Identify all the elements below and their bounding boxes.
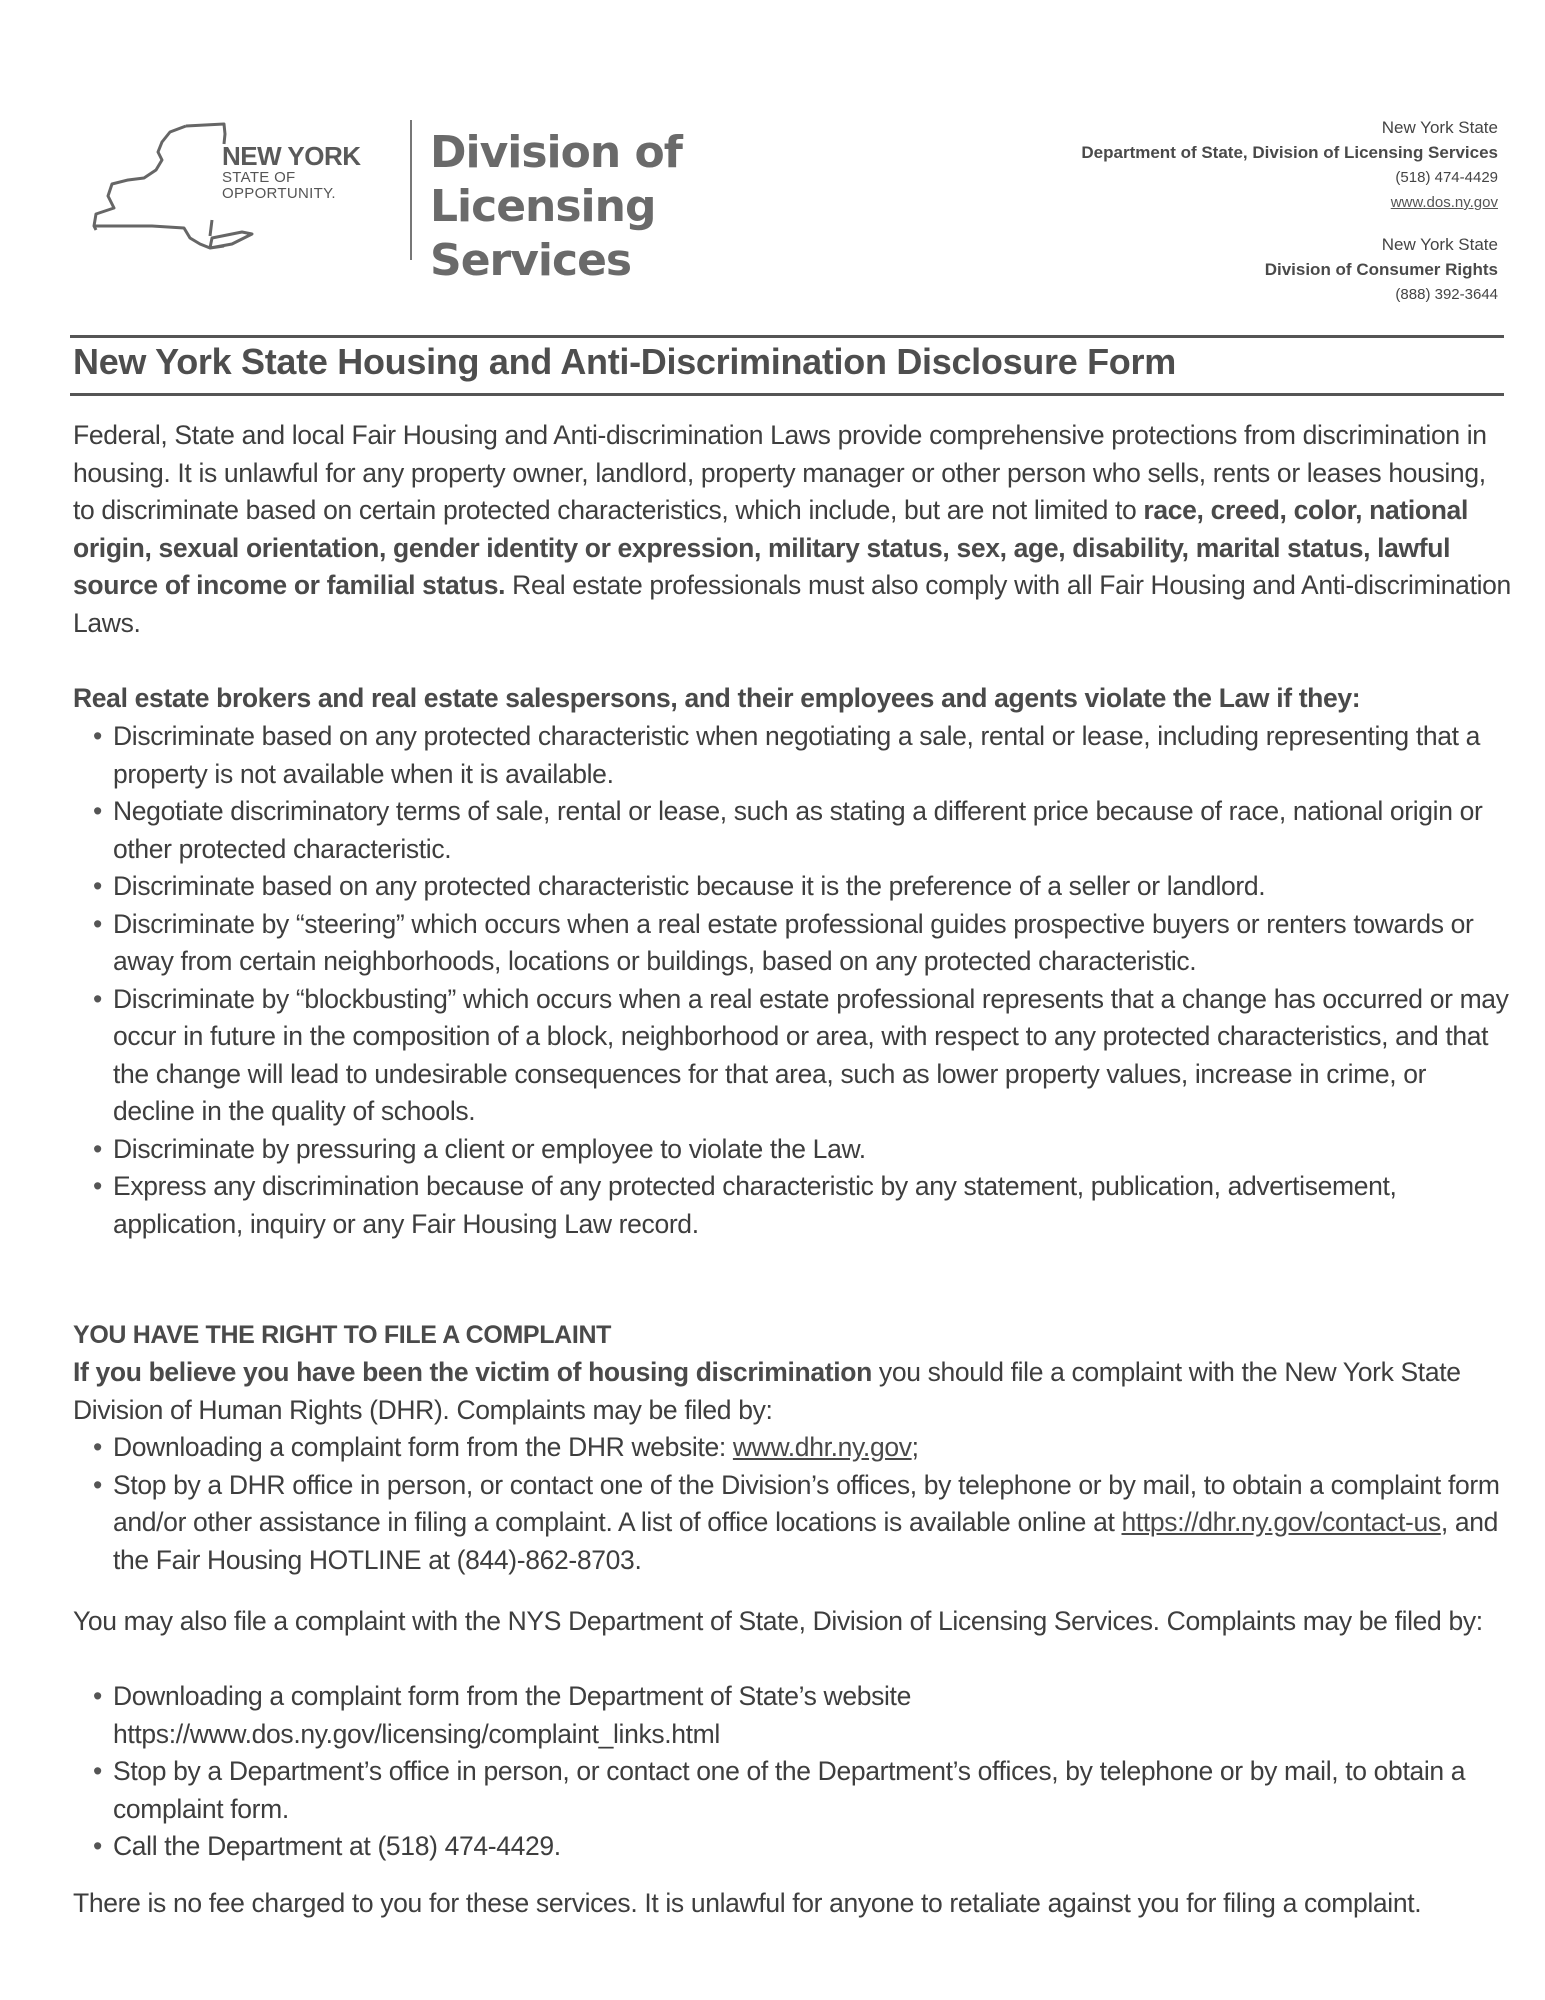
dhr-item1-text: Downloading a complaint form from the DHR website: xyxy=(113,1432,733,1462)
list-item: • Stop by a Department’s office in person, or contact one of the Department’s offices, by telephone or by mail, to obtain a complaint form. xyxy=(73,1753,1513,1828)
dos-complaint-intro: You may also file a complaint with the NYS Department of State, Division of Licensing Services. Complaints may be filed by: xyxy=(73,1606,1483,1636)
dhr-item2-text: Stop by a DHR office in person, or contact one of the Division’s offices, by telephone or by mail, to obtain a complaint form and/or other assistance in filing a complaint. A list of office locations is available online at xyxy=(113,1469,1500,1537)
title-rule-top xyxy=(70,335,1504,338)
dcr-phone: (888) 392-3644 xyxy=(1395,286,1498,303)
no-fee-notice: There is no fee charged to you for these services. It is unlawful for anyone to retaliate against you for filing a complaint. xyxy=(73,1888,1422,1918)
division-line2: Licensing Services xyxy=(430,181,656,286)
dos-complaint-url[interactable]: https://www.dos.ny.gov/licensing/complaint_links.html xyxy=(113,1718,720,1749)
list-item xyxy=(73,1429,1513,1467)
list-item: • Negotiate discriminatory terms of sale, rental or lease, such as stating a different price because of race, national origin or other protected characteristic. xyxy=(73,793,1513,868)
list-item: • Express any discrimination because of any protected characteristic by any statement, publication, advertisement, application, inquiry or any Fair Housing Law record. xyxy=(73,1168,1513,1243)
dcr-division-label: Division of Consumer Rights xyxy=(1264,260,1498,279)
state-name: NEW YORK xyxy=(222,141,361,171)
list-item xyxy=(73,1678,1513,1753)
list-item: • Discriminate based on any protected characteristic when negotiating a sale, rental or lease, including representing that a property is not available when it is available. xyxy=(73,718,1513,793)
list-item: • Discriminate based on any protected characteristic because it is the preference of a seller or landlord. xyxy=(73,868,1513,906)
nys-dls-logo xyxy=(92,112,832,286)
form-title: New York State Housing and Anti-Discrimination Disclosure Form xyxy=(73,341,1176,382)
dos-item1-text: Downloading a complaint form from the Department of State’s website xyxy=(113,1681,911,1711)
nys-wordmark xyxy=(222,142,361,202)
list-item: • Call the Department at (518) 474-4429. xyxy=(73,1828,1513,1866)
intro-text-end: Real estate professionals must also comply with all Fair Housing and Anti-discrimination Laws. xyxy=(73,570,1511,638)
dhr-website-link[interactable]: www.dhr.ny.gov xyxy=(732,1432,912,1462)
tagline-line2: OPPORTUNITY. xyxy=(222,185,336,202)
dos-department-label: Department of State, Division of Licensing Services xyxy=(1081,143,1498,162)
list-item: • Discriminate by “steering” which occurs when a real estate professional guides prospective buyers or renters towards or away from certain neighborhoods, locations or buildings, based on any protected characteristic. xyxy=(73,906,1513,981)
complaint-intro-text: you should file a complaint with the New York State Division of Human Rights (DHR). Complaints may be filed by: xyxy=(73,1357,1461,1425)
division-title xyxy=(430,126,832,288)
title-rule-bottom xyxy=(70,393,1504,396)
dhr-options-list xyxy=(73,1429,1513,1579)
complaint-intro-bold: If you believe you have been the victim of housing discrimination xyxy=(73,1357,872,1387)
dhr-item1-end: ; xyxy=(911,1432,919,1462)
dos-options-list xyxy=(73,1678,1513,1866)
list-item xyxy=(73,1467,1513,1580)
logo-divider xyxy=(410,120,412,260)
dhr-hotline-text: , and the Fair Housing HOTLINE at (844)-862-8703. xyxy=(113,1507,1499,1575)
complaint-intro xyxy=(73,1354,1513,1429)
dos-phone: (518) 474-4429 xyxy=(1395,169,1498,186)
tagline-line1: STATE OF xyxy=(222,169,296,186)
complaint-heading: YOU HAVE THE RIGHT TO FILE A COMPLAINT xyxy=(73,1321,612,1349)
protected-characteristics: race, creed, color, national origin, sexual orientation, gender identity or expression, military status, sex, age, disability, marital status, lawful source of income or familial status. xyxy=(73,495,1468,600)
list-item: • Discriminate by “blockbusting” which occurs when a real estate professional represents that a change has occurred or may occur in future in the composition of a block, neighborhood or area, with respect to any protected characteristics, and that the change will lead to undesirable consequences for that area, such as lower property values, increase in crime, or decline in the quality of schools. xyxy=(73,981,1513,1131)
violations-list xyxy=(73,718,1513,1243)
list-item: • Discriminate by pressuring a client or employee to violate the Law. xyxy=(73,1131,1513,1169)
dos-website-link[interactable]: www.dos.ny.gov xyxy=(1390,194,1498,211)
dhr-contact-link[interactable]: https://dhr.ny.gov/contact-us xyxy=(1121,1507,1441,1537)
intro-text: Federal, State and local Fair Housing and Anti-discrimination Laws provide comprehensive protections from discrimination in housing. It is unlawful for any property owner, landlord, property manager or other person who sells, rents or leases housing, to discriminate based on certain protected characteristics, which include, but are not limited to xyxy=(73,420,1487,525)
violations-heading: Real estate brokers and real estate salespersons, and their employees and agents violate the Law if they: xyxy=(73,683,1361,713)
dcr-state-label: New York State xyxy=(1381,235,1498,254)
intro-paragraph xyxy=(73,417,1513,642)
contact-info xyxy=(1081,115,1498,307)
division-line1: Division of xyxy=(430,127,682,178)
dos-state-label: New York State xyxy=(1381,118,1498,137)
